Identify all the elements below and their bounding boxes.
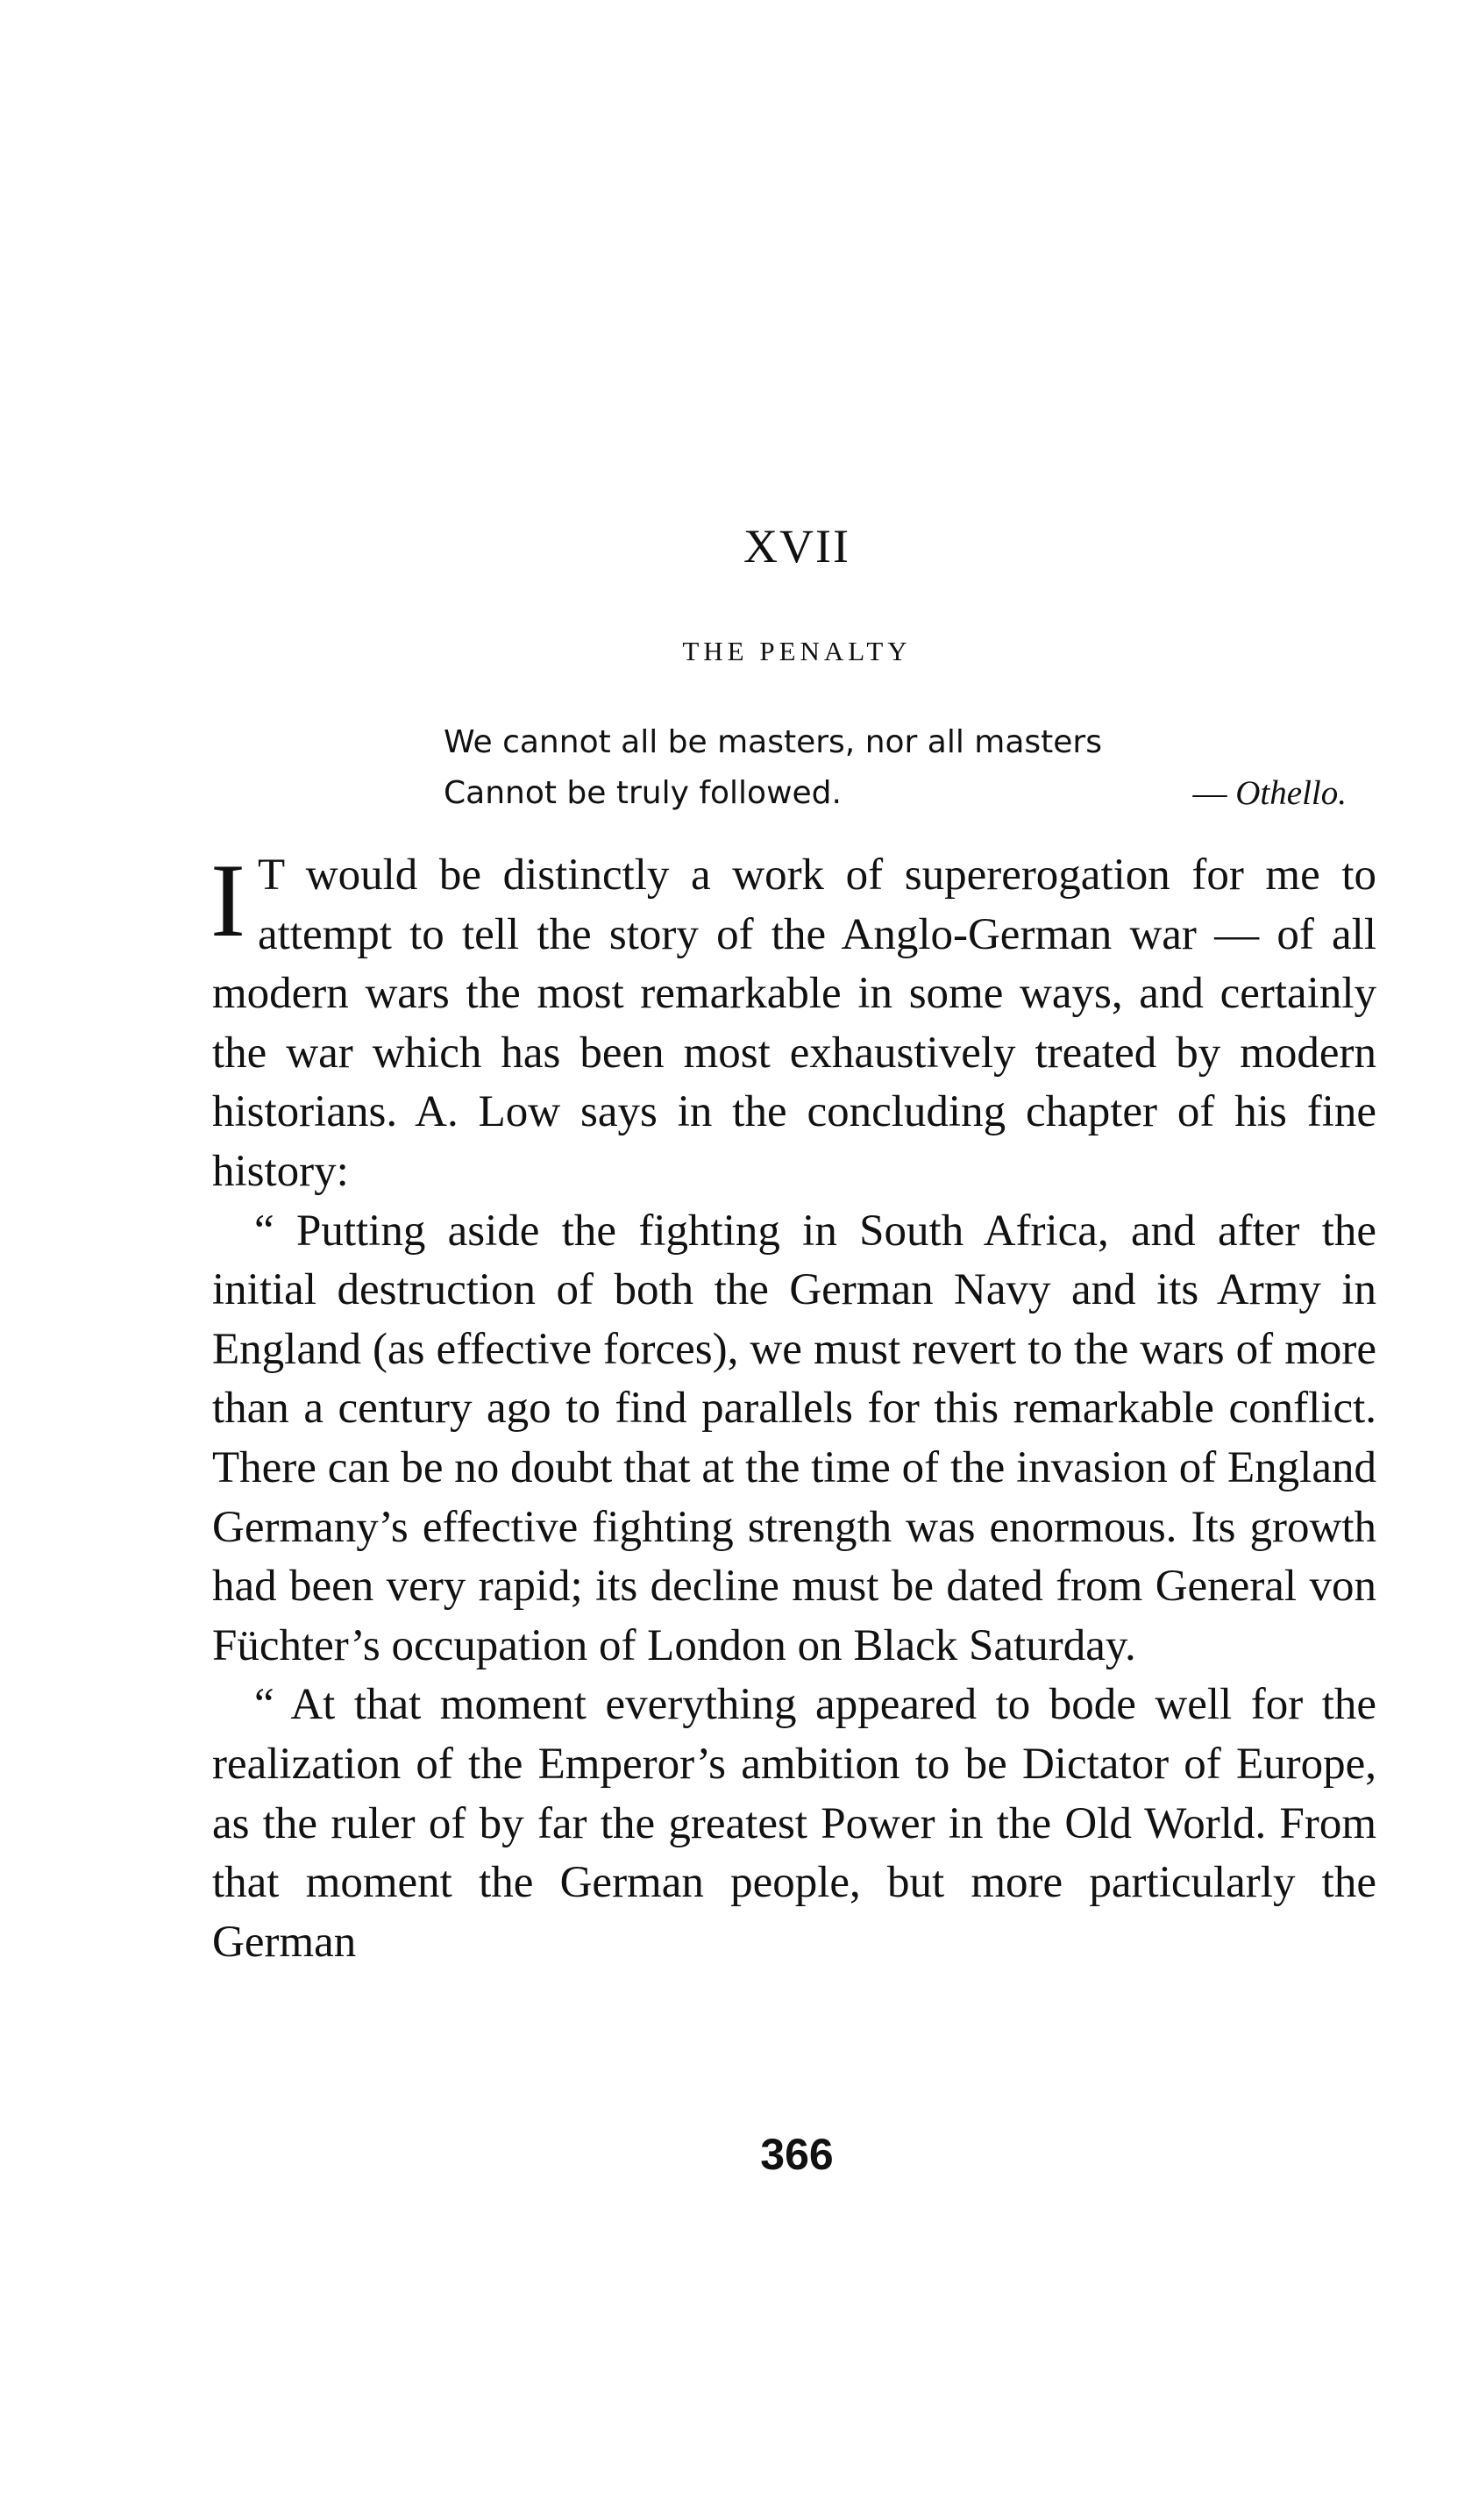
epigraph — [444, 717, 1347, 819]
page-number: 366 — [760, 2130, 834, 2179]
paragraph-1 — [210, 842, 1376, 1202]
epigraph-attribution — [1193, 768, 1347, 819]
chapter-number: XVII — [743, 520, 850, 573]
body-text — [210, 842, 1376, 1972]
chapter-title: THE PENALTY — [682, 636, 912, 666]
paragraph-3: “ At that moment everything appeared to bode well for the realization of the Emperor’s ambition to be Dictator of Europe, as the ruler of by far the greatest Power in the Old World. From that moment the German people, but more particularly the German — [212, 1680, 1376, 1967]
epigraph-source: Othello. — [1235, 774, 1347, 812]
paragraph-1-text: T would be distinctly a work of supererogation for me to attempt to tell the story of the Anglo-German war — of all modern wars the most remarkable in some ways, and certainly the war which has been most exhaustively treated by modern historians. A. Low says in the concluding chapter of his fine history: — [212, 851, 1376, 1196]
epigraph-dash: — — [1192, 774, 1236, 812]
epigraph-line-1: We cannot all be masters, nor all masters — [444, 724, 1102, 760]
drop-cap: I — [210, 842, 245, 958]
paragraph-2: “ Putting aside the fighting in South Africa, and after the initial destruction of both the German Navy and its Army in England (as effective forces), we must revert to the wars of more than a century ago to find parallels for this remarkable conflict. There can be no doubt that at the time of the invasion of England Germany’s effective fighting strength was enormous. Its growth had been very rapid; its decline must be dated from General von Füchter’s occupation of London on Black Saturday. — [212, 1206, 1376, 1670]
epigraph-line-2: Cannot be truly followed. — [444, 775, 842, 811]
